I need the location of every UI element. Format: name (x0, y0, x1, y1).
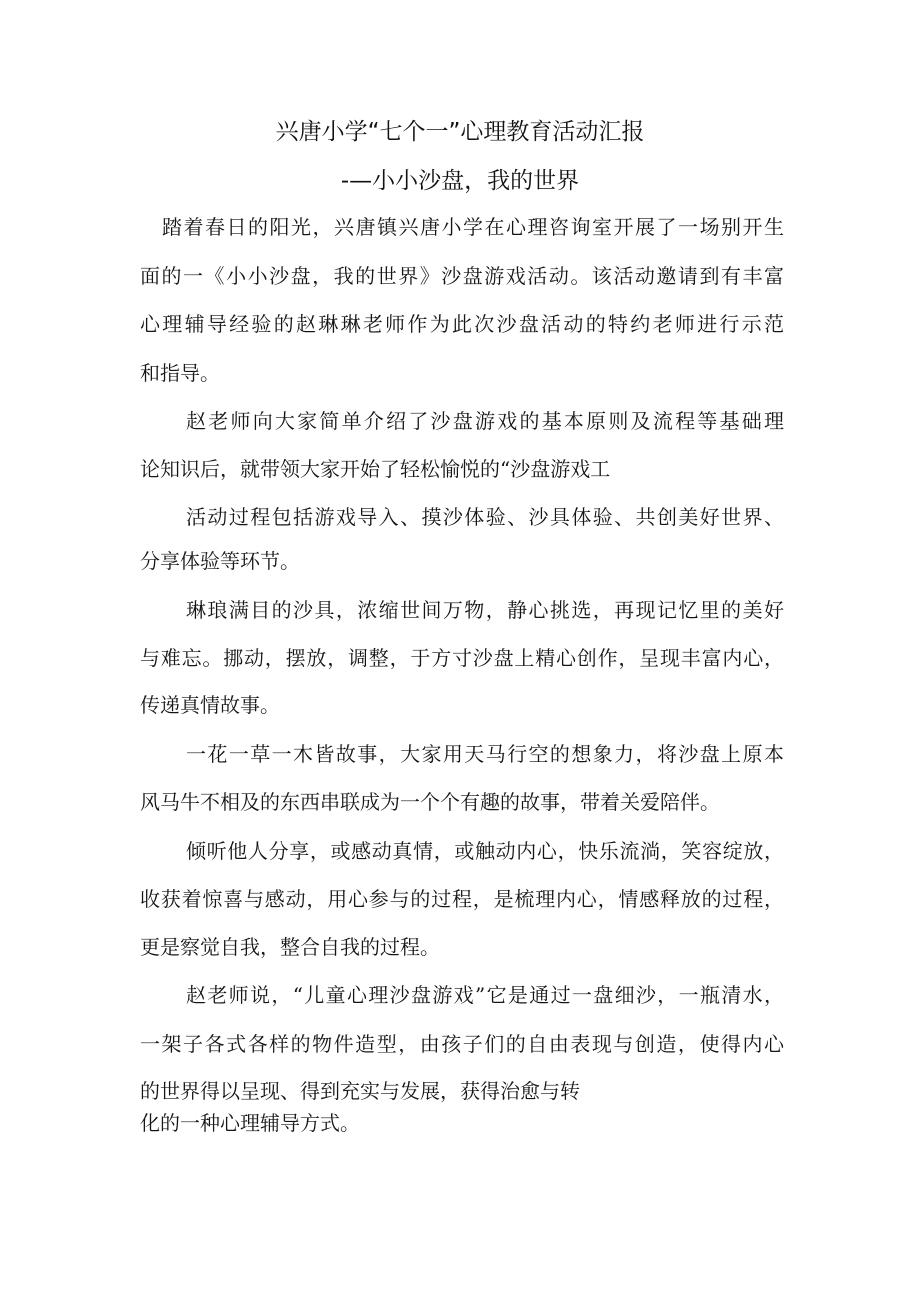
paragraph-line: 传递真情故事。 (140, 693, 280, 717)
paragraph-line: 心理辅导经验的赵琳琳老师作为此次沙盘活动的特约老师进行示范 (140, 312, 784, 336)
paragraph-line: 踏着春日的阳光，兴唐镇兴唐小学在心理咨询室开展了一场别开生 (162, 215, 784, 239)
paragraph-line: 和指导。 (140, 361, 220, 385)
paragraph-line: 赵老师说，“儿童心理沙盘游戏”它是通过一盘细沙，一瓶清水， (186, 983, 784, 1007)
document-title: 兴唐小学“七个一”心理教育活动汇报 (275, 119, 645, 145)
paragraph-line: 倾听他人分享，或感动真情，或触动内心，快乐流淌，笑容绽放， (186, 839, 784, 863)
paragraph-line: 分享体验等环节。 (140, 549, 300, 573)
paragraph-line: 琳琅满目的沙具，浓缩世间万物，静心挑选，再现记忆里的美好 (186, 598, 784, 622)
paragraph-line: 一花一草一木皆故事，大家用天马行空的想象力，将沙盘上原本 (186, 742, 784, 766)
paragraph-line: 论知识后，就带领大家开始了轻松愉悦的“沙盘游戏工 (140, 457, 611, 481)
paragraph-line: 化的一种心理辅导方式。 (140, 1111, 360, 1135)
paragraph-line: 风马牛不相及的东西串联成为一个个有趣的故事，带着关爱陪伴。 (140, 790, 720, 814)
paragraph-line: 面的一《小小沙盘，我的世界》沙盘游戏活动。该活动邀请到有丰富 (140, 264, 784, 288)
paragraph-line: 赵老师向大家简单介绍了沙盘游戏的基本原则及流程等基础理 (186, 409, 784, 433)
paragraph-line: 一架子各式各样的物件造型，由孩子们的自由表现与创造，使得内心 (140, 1032, 784, 1056)
paragraph-line: 更是察觉自我，整合自我的过程。 (140, 935, 440, 959)
paragraph-line: 活动过程包括游戏导入、摸沙体验、沙具体验、共创美好世界、 (186, 505, 784, 529)
paragraph-line: 收获着惊喜与感动，用心参与的过程，是梳理内心，情感释放的过程， (140, 887, 784, 911)
paragraph-line: 与难忘。挪动，摆放，调整，于方寸沙盘上精心创作，呈现丰富内心， (140, 646, 784, 670)
document-subtitle: -—小小沙盘，我的世界 (340, 168, 580, 194)
paragraph-line: 的世界得以呈现、得到充实与发展，获得治愈与转 (140, 1079, 580, 1103)
